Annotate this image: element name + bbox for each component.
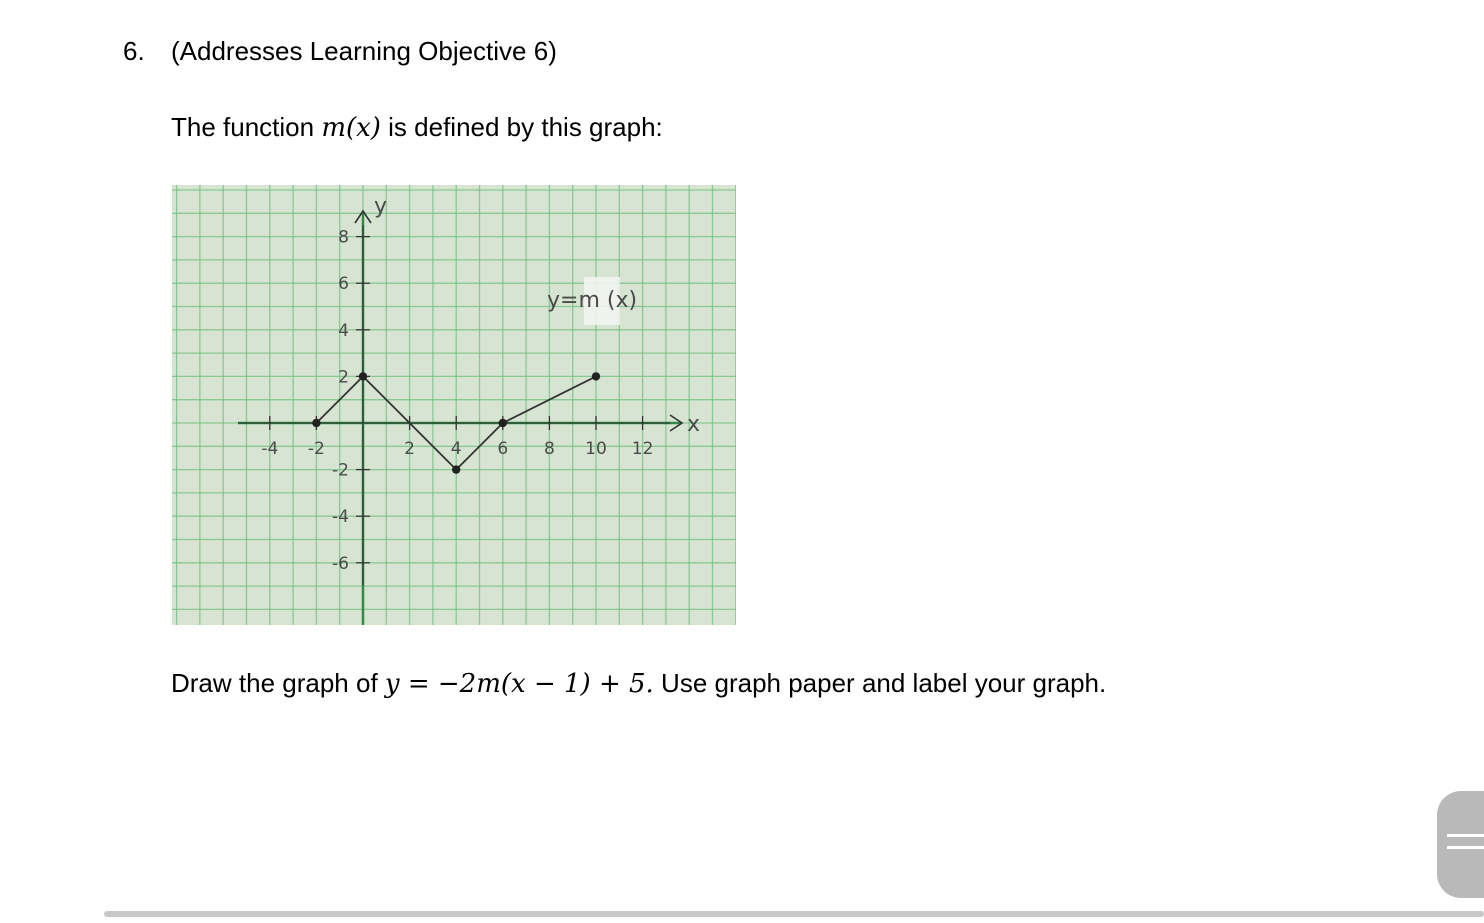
x-tick-label: -2 — [307, 439, 325, 459]
grip-line-icon — [1447, 846, 1484, 849]
task-equation: y = −2m(x − 1) + 5. — [384, 669, 654, 699]
question-intro — [171, 112, 663, 143]
x-tick-label: 6 — [497, 439, 509, 459]
graph-paper — [172, 185, 736, 625]
x-tick-label: 8 — [543, 439, 555, 459]
x-tick-label: 12 — [631, 439, 654, 459]
function-name — [321, 113, 381, 143]
y-tick-label: 2 — [338, 367, 349, 388]
y-tick-label: 6 — [338, 274, 349, 295]
function-graph-photo — [172, 185, 736, 625]
horizontal-scrollbar[interactable] — [104, 911, 1484, 917]
question-heading: (Addresses Learning Objective 6) — [171, 36, 557, 66]
question-task — [171, 668, 1106, 699]
y-tick-label: -6 — [332, 553, 349, 574]
intro-text-before: The function — [171, 112, 322, 142]
x-tick-label: -4 — [261, 439, 279, 459]
y-tick-label: -4 — [332, 507, 349, 528]
function-point — [312, 419, 320, 427]
task-text-after: Use graph paper and label your graph. — [653, 668, 1107, 698]
function-argument: (x) — [345, 113, 381, 143]
y-tick-label: -2 — [332, 460, 349, 481]
question-number: 6. — [123, 36, 145, 66]
curve-label: y=m (x) — [547, 288, 638, 313]
function-letter: m — [321, 113, 346, 143]
function-point — [452, 465, 460, 473]
grip-line-icon — [1447, 834, 1484, 837]
paper-background — [172, 185, 736, 625]
y-tick-label: 8 — [338, 227, 349, 248]
function-point — [359, 372, 367, 380]
x-tick-label: 4 — [450, 439, 462, 459]
x-tick-label: 2 — [404, 439, 416, 459]
x-tick-label: 10 — [585, 439, 607, 459]
y-tick-label: 4 — [338, 320, 349, 341]
function-point — [592, 372, 600, 380]
y-axis-label: y — [374, 194, 388, 219]
task-text-before: Draw the graph of — [171, 668, 385, 698]
side-scroll-handle[interactable] — [1437, 791, 1484, 898]
x-axis-label: x — [687, 412, 701, 437]
intro-text-after: is defined by this graph: — [380, 112, 663, 142]
function-point — [499, 419, 507, 427]
